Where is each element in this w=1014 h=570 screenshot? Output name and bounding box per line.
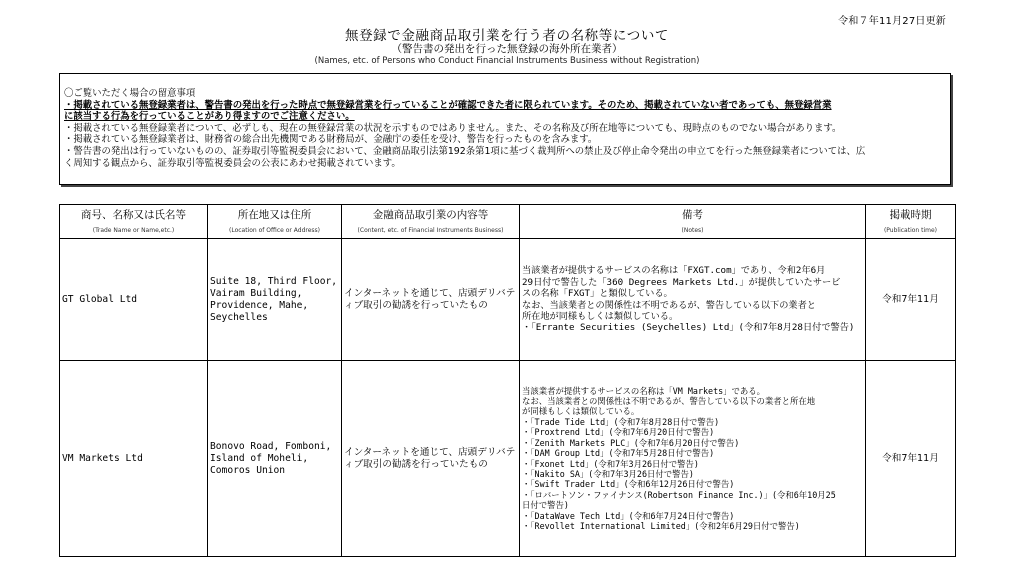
address-cell: Bonovo Road, Fomboni, Island of Moheli, Comoros Union [208, 361, 342, 557]
notice-emphasis-line-2: に該当する行為を行っていることがあり得ますのでご注意ください。 [64, 111, 355, 123]
unregistered-business-table [59, 204, 956, 557]
last-updated-date: 令和７年11月27日更新 [838, 16, 946, 27]
business-content-cell: インターネットを通じて、店頭デリバティブ取引の勧誘を行っていたもの [342, 239, 520, 361]
table-header-row [60, 205, 956, 239]
header-location: 所在地又は住所 (Location of Office or Address) [208, 205, 342, 239]
notice-line-1: ・掲載されている無登録業者について、必ずしも、現在の無登録営業の状況を示すものではありません。また、その名称及び所在地等についても、現時点のものでない場合があります。 [64, 122, 842, 134]
header-trade-name: 商号、名称又は氏名等 (Trade Name or Name,etc.) [60, 205, 208, 239]
notes-text: 当該業者が提供するサービスの名称は「VM Markets」である。 なお、当該業者との関係性は不明であるが、警告している以下の業者と所在地 が同様もしくは類似している。 ・「Trade Tide Ltd」(令和7年8月28日付で警告) ・「Proxtrend Ltd」(令和7年6月20日付で警告) ・「Zenith Markets PLC」(令和7年6月20日付で警告) ・「DAM Group Ltd」(令和7年5月28日付で警告) ・「Fxonet Ltd」(令和7年3月26日付で警告) ・「Nakito SA」(令和7年3月26日付で警告) ・「Swift Trader Ltd」(令和6年12月26日付で警告) ・「ロバートソン・ファイナンス(Robertson Finance Inc.)」(令和6年10月25 日付で警告) ・「DataWave Tech Ltd」(令和6年7月24日付で警告) ・「Revollet International Limited」(令和2年6月29日付で警告) [522, 385, 836, 531]
publication-time-cell: 令和7年11月 [866, 239, 956, 361]
notice-line-3: ・警告書の発出は行っていないものの、証券取引等監視委員会において、金融商品取引法第192条第1項に基づく裁判所への禁止及び停止命令発出の申立てを行った無登録業者については、広 [64, 145, 866, 157]
notice-line-4: く周知する観点から、証券取引等監視委員会の公表にあわせ掲載されています。 [64, 157, 401, 169]
business-content-cell: インターネットを通じて、店頭デリバティブ取引の勧誘を行っていたもの [342, 361, 520, 557]
page-title-english: (Names, etc. of Persons who Conduct Financial Instruments Business without Registration) [314, 56, 700, 66]
notice-emphasis-line-1: ・掲載されている無登録業者は、警告書の発出を行った時点で無登録営業を行っていることが確認できた者に限られています。そのため、掲載されていない者であっても、無登録営業 [64, 99, 832, 111]
notes-cell [520, 239, 866, 361]
table-row [60, 361, 956, 557]
page-subtitle: （警告書の発出を行った無登録の海外所在業者） [391, 43, 623, 55]
notice-line-2: ・掲載されている無登録業者は、財務省の総合出先機関である財務局が、金融庁の委任を受け、警告を行ったものを含みます。 [64, 134, 598, 146]
notice-box [59, 73, 951, 185]
address-cell: Suite 18, Third Floor, Vairam Building, Providence, Mahe, Seychelles [208, 239, 342, 361]
notice-heading: 〇ご覧いただく場合の留意事項 [64, 88, 196, 99]
header-business-content: 金融商品取引業の内容等 (Content, etc. of Financial Instruments Business) [342, 205, 520, 239]
header-publication-time: 掲載時期 (Publication time) [866, 205, 956, 239]
table-row [60, 239, 956, 361]
notes-cell [520, 361, 866, 557]
header-notes: 備考 (Notes) [520, 205, 866, 239]
notes-text: 当該業者が提供するサービスの名称は「FXGT.com」であり、令和2年6月 29日付で警告した「360 Degrees Markets Ltd.」が提供していたサービ スの名称「FXGT」と類似している。 なお、当該業者との関係性は不明であるが、警告している以下の業者と 所在地が同様もしくは類似している。 ・「Errante Securities (Seychelles) Ltd」(令和7年8月28日付で警告) [522, 265, 855, 334]
trade-name-cell: VM Markets Ltd [60, 361, 208, 557]
page-title: 無登録で金融商品取引業を行う者の名称等について [344, 28, 670, 44]
publication-time-cell: 令和7年11月 [866, 361, 956, 557]
trade-name-cell: GT Global Ltd [60, 239, 208, 361]
